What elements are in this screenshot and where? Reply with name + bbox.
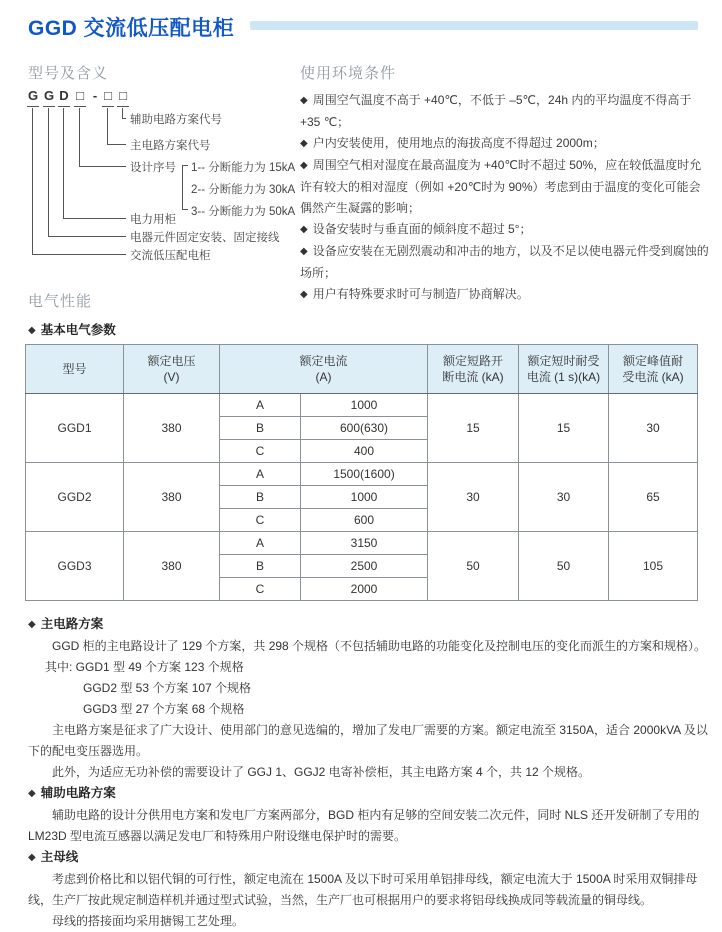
diamond-bullet-icon: ◆ xyxy=(300,246,308,257)
env-bullet-text: 户内安装使用，使用地点的海拔高度不得超过 2000m； xyxy=(312,136,605,150)
cell-breaking: 15 xyxy=(428,394,519,463)
diamond-bullet-icon: ◆ xyxy=(300,95,308,106)
cell-current-letter: B xyxy=(220,486,301,509)
env-bullet xyxy=(300,284,712,306)
cell-current-value: 1000 xyxy=(301,486,428,509)
spec-line: GGD2 型 53 个方案 107 个规格 xyxy=(83,681,252,695)
cell-current-value: 1500(1600) xyxy=(301,463,428,486)
cell-voltage: 380 xyxy=(124,532,220,601)
env-bullet-text: 用户有特殊要求时可与制造厂协商解决。 xyxy=(312,287,529,301)
diagram-connector xyxy=(48,236,126,237)
model-char-dash: - xyxy=(92,88,98,103)
design-item: 3-- 分断能力为 50kA xyxy=(191,206,296,218)
col-header-withstand: 额定短时耐受 电流 (1 s)(kA) xyxy=(519,345,609,394)
cell-withstand: 50 xyxy=(519,532,609,601)
environment-conditions-list xyxy=(300,90,712,306)
model-code-diagram xyxy=(28,88,308,268)
model-char: □ xyxy=(117,88,129,107)
diamond-bullet-icon: ◆ xyxy=(28,788,36,799)
cell-current-value: 2500 xyxy=(301,555,428,578)
col-header-voltage: 额定电压 (V) xyxy=(124,345,220,394)
cell-current-letter: A xyxy=(220,463,301,486)
diamond-bullet-icon: ◆ xyxy=(28,619,36,630)
col-header-model: 型号 xyxy=(26,345,124,394)
cell-breaking: 30 xyxy=(428,463,519,532)
diagram-connector xyxy=(107,144,126,145)
electrical-section-title: 电气性能 xyxy=(28,293,93,310)
title-underline-bar xyxy=(250,21,698,30)
cell-current-letter: A xyxy=(220,394,301,417)
model-char: □ xyxy=(102,88,114,107)
diamond-bullet-icon: ◆ xyxy=(300,289,308,300)
diagram-label-power-cabinet: 电力用柜 xyxy=(130,214,176,226)
diamond-bullet-icon: ◆ xyxy=(28,852,36,863)
diagram-label-main-code: 主电路方案代号 xyxy=(130,140,211,152)
cell-model: GGD3 xyxy=(26,532,124,601)
table-row xyxy=(26,394,698,417)
env-bullet xyxy=(300,241,712,284)
model-char: G xyxy=(27,88,39,107)
diagram-connector xyxy=(122,118,126,119)
cell-current-letter: B xyxy=(220,555,301,578)
diagram-connector xyxy=(32,108,33,254)
paragraph: 考虑到价格比和以铝代铜的可行性，额定电流在 1500A 及以下时可采用单铝排母线，额定电流大于 1500A 时采用双铜排母线，生产厂按此规定制造样机并通过型式试验，当然，生产厂也可根据用户的要求将铝母线换成同等载流量的铜母线。 xyxy=(28,872,698,907)
cell-peak: 30 xyxy=(609,394,698,463)
spec-line: 其中: GGD1 型 49 个方案 123 个规格 xyxy=(45,660,244,674)
cell-current-letter: B xyxy=(220,417,301,440)
diagram-label-aux-code: 辅助电路方案代号 xyxy=(130,114,222,126)
cell-breaking: 50 xyxy=(428,532,519,601)
cell-current-value: 2000 xyxy=(301,578,428,601)
diagram-connector xyxy=(48,108,49,236)
aux-circuit-title: ◆ 辅助电路方案 xyxy=(28,786,116,800)
cell-peak: 65 xyxy=(609,463,698,532)
basic-params-subtitle: ◆ 基本电气参数 xyxy=(28,323,116,337)
cell-model: GGD1 xyxy=(26,394,124,463)
diagram-label-ac-cabinet: 交流低压配电柜 xyxy=(130,250,211,262)
page-title: GGD 交流低压配电柜 xyxy=(28,17,235,40)
environment-section-title: 使用环境条件 xyxy=(300,65,397,82)
cell-voltage: 380 xyxy=(124,463,220,532)
description-sections xyxy=(28,614,710,932)
cell-current-value: 600(630) xyxy=(301,417,428,440)
paragraph: GGD 柜的主电路设计了 129 个方案，共 298 个规格（不包括辅助电路的功能变化及控制电压的变化而派生的方案和规格）。 xyxy=(52,639,707,653)
model-char: G xyxy=(43,88,55,107)
env-bullet xyxy=(300,219,712,241)
diagram-bracket xyxy=(182,165,183,209)
col-header-breaking: 额定短路开 断电流 (kA) xyxy=(428,345,519,394)
busbar-title: ◆ 主母线 xyxy=(28,850,79,864)
cell-current-letter: C xyxy=(220,578,301,601)
diagram-connector xyxy=(107,108,108,144)
cell-peak: 105 xyxy=(609,532,698,601)
diagram-connector xyxy=(32,254,126,255)
diagram-connector xyxy=(63,108,64,218)
diagram-connector xyxy=(79,166,126,167)
spec-line: GGD3 型 27 个方案 68 个规格 xyxy=(83,702,245,716)
table-row xyxy=(26,532,698,555)
env-bullet-text: 设备应安装在无剧烈震动和冲击的地方，以及不足以使电器元件受到腐蚀的场所； xyxy=(300,244,709,280)
main-circuit-title: ◆ 主电路方案 xyxy=(28,617,104,631)
env-bullet-text: 周围空气温度不高于 +40℃，不低于 –5℃，24h 内的平均温度不得高于 +35 ℃； xyxy=(300,93,692,129)
env-bullet-text: 周围空气相对湿度在最高温度为 +40℃时不超过 50%，应在较低温度时允许有较大的相对湿度（例如 +20℃时为 90%）考虑到由于温度的变化可能会偶然产生凝露的影响； xyxy=(300,158,702,215)
env-bullet-text: 设备安装时与垂直面的倾斜度不超过 5°； xyxy=(312,222,532,236)
table-header-row xyxy=(26,345,698,394)
paragraph: 主电路方案是征求了广大设计、使用部门的意见选编的，增加了发电厂需要的方案。额定电流至 3150A，适合 2000kVA 及以下的配电变压器选用。 xyxy=(28,723,708,758)
cell-model: GGD2 xyxy=(26,463,124,532)
cell-current-value: 1000 xyxy=(301,394,428,417)
cell-current-letter: C xyxy=(220,440,301,463)
cell-current-value: 3150 xyxy=(301,532,428,555)
cell-withstand: 30 xyxy=(519,463,609,532)
diagram-bracket xyxy=(182,209,188,210)
cell-current-value: 400 xyxy=(301,440,428,463)
diagram-connector xyxy=(122,108,123,118)
model-char: D xyxy=(58,88,70,107)
model-char: □ xyxy=(74,88,86,107)
cell-voltage: 380 xyxy=(124,394,220,463)
design-item: 2-- 分断能力为 30kA xyxy=(191,184,296,196)
paragraph: 母线的搭接面均采用搪锡工艺处理。 xyxy=(52,914,245,928)
paragraph: 辅助电路的设计分供用电方案和发电厂方案两部分，BGD 柜内有足够的空间安装二次元件，同时 NLS 还开发研制了专用的 LM23D 型电流互感器以满足发电厂和特殊用户附设继电保护时的需要。 xyxy=(28,808,700,843)
electrical-params-table xyxy=(25,344,698,601)
diamond-bullet-icon: ◆ xyxy=(300,224,308,235)
col-header-peak: 额定峰值耐 受电流 (kA) xyxy=(609,345,698,394)
diagram-connector xyxy=(63,218,126,219)
cell-current-letter: A xyxy=(220,532,301,555)
design-item: 1-- 分断能力为 15kA xyxy=(191,162,296,174)
cell-current-letter: C xyxy=(220,509,301,532)
diagram-label-fixed-install: 电器元件固定安装、固定接线 xyxy=(130,232,280,244)
model-section-title: 型号及含义 xyxy=(28,65,109,82)
paragraph: 此外，为适应无功补偿的需要设计了 GGJ 1、GGJ2 电寄补偿柜，其主电路方案 4 个，共 12 个规格。 xyxy=(52,765,591,779)
col-header-current: 额定电流 (A) xyxy=(220,345,428,394)
diamond-bullet-icon: ◆ xyxy=(300,138,308,149)
diagram-bracket xyxy=(182,165,188,166)
table-row xyxy=(26,463,698,486)
diagram-connector xyxy=(79,108,80,166)
cell-current-value: 600 xyxy=(301,509,428,532)
diamond-bullet-icon: ◆ xyxy=(300,160,308,171)
env-bullet xyxy=(300,90,712,133)
env-bullet xyxy=(300,155,712,219)
env-bullet xyxy=(300,133,712,155)
cell-withstand: 15 xyxy=(519,394,609,463)
diagram-label-design-no: 设计序号 xyxy=(130,162,176,174)
diamond-bullet-icon: ◆ xyxy=(28,325,36,336)
